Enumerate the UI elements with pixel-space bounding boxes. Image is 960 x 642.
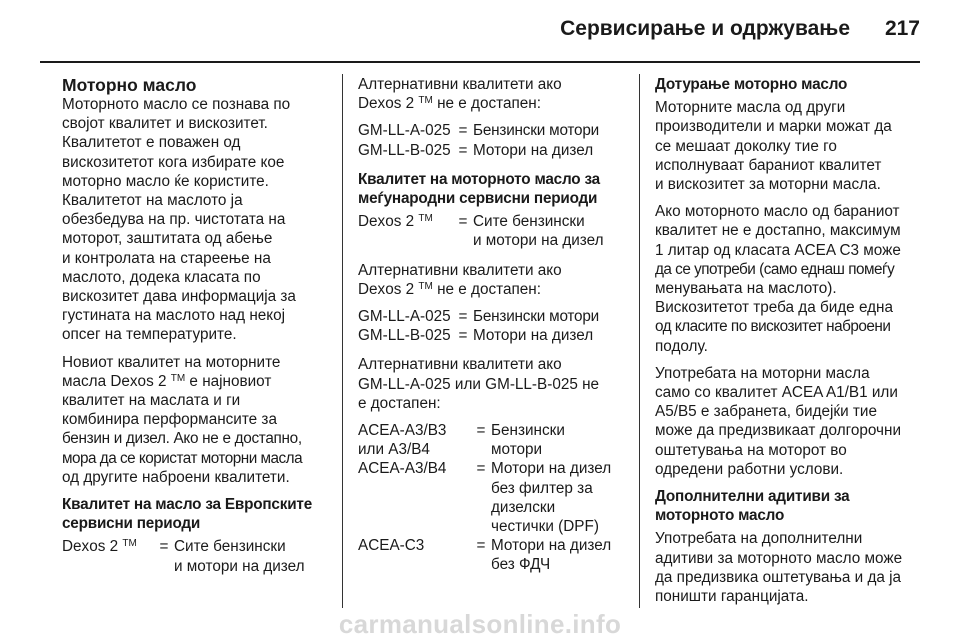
column-divider-1 (342, 74, 343, 608)
paragraph-acea-c3: Ако моторното масло од бараниот квалитет не е достапно, максимум 1 литар од класата ACEA C3 може да се употреби (само еднаш помеѓу менувањата на маслото). Вискозитетот треба да биде една од класите по вискозитет наброени подолу. (655, 203, 901, 355)
spec-row: GM-LL-A-025 = Бензински мотори (358, 122, 600, 140)
watermark: carmanualsonline.info (338, 609, 622, 639)
subheading-additives: Дополнителни адитиви за моторното масло (655, 488, 850, 525)
paragraph-alternatives-1: Алтернативни квалитети ако Dexos 2 ™ не е достапен: (358, 76, 562, 113)
spec-row: GM-LL-B-025 = Мотори на дизел (358, 141, 594, 159)
page-number: 217 (884, 17, 920, 40)
paragraph-dexos: Новиот квалитет на моторните масла Dexos 2 ™ е најновиот квалитет на маслата и ги комбинира перформансите за бензин и дизел. Ако не е достапно, мора да се користат моторни масла од другите наброени квалитети. (62, 353, 303, 486)
header-divider (40, 61, 920, 63)
paragraph-mixing: Моторните масла од други производители и марки можат да се мешаат доколку тие го исполнуваат бараниот квалитет и вискозитет за моторни масла. (655, 99, 892, 194)
page-header (0, 0, 960, 62)
spec-dexos-international: Dexos 2 ™ = Сите бензински и мотори на дизел (358, 213, 604, 250)
paragraph-quality: Моторното масло се познава по својот квалитет и вискозитет. Квалитетот е поважен од вискозитетот кога избирате кое моторно масло ќе користите. Квалитетот на маслото ја обезбедува на пр. чистотата на моторот, заштитата од абење и контролата на стареење на маслото, додека класата по вискозитет дава информација за густината на маслото над некој опсег на температурите. (62, 96, 296, 344)
spec-table-3 (358, 421, 633, 575)
column-1 (62, 75, 332, 576)
paragraph-alternatives-3: Алтернативни квалитети ако GM-LL-A-025 или GM-LL-B-025 не е достапен: (358, 356, 600, 412)
spec-row: GM-LL-B-025 = Мотори на дизел (358, 327, 594, 345)
spec-row: ACEA-A3/B4 = Мотори на дизел без филтер за дизелски честички (DPF) (358, 460, 612, 536)
spec-table-1 (358, 121, 633, 159)
column-3 (655, 75, 925, 614)
paragraph-prohibited: Употребата на моторни масла само со квалитет ACEA A1/B1 или A5/B5 е забранета, бидејќи тие може да предизвикаат долгорочни оштетувања на моторот во одредени работни услови. (655, 364, 902, 478)
paragraph-alternatives-2: Алтернативни квалитети ако Dexos 2 ™ не е достапен: (358, 261, 562, 298)
spec-row: ACEA-A3/B3 или A3/B4 = Бензински мотори (358, 422, 565, 459)
subheading-topping-up: Дотурање моторно масло (655, 76, 848, 93)
paragraph-additives: Употребата на дополнителни адитиви за моторното масло може да предизвика оштетувања и да ја поништи гаранцијата. (655, 530, 903, 606)
column-divider-2 (639, 74, 640, 608)
section-title: Сервисирање и одржување (560, 17, 850, 40)
spec-row: GM-LL-A-025 = Бензински мотори (358, 308, 600, 326)
heading-engine-oil: Моторно масло (62, 75, 197, 95)
column-2 (358, 75, 633, 575)
subheading-international: Квалитет на моторното масло за меѓународни сервисни периоди (358, 170, 600, 208)
spec-table-2 (358, 307, 633, 345)
subheading-european: Квалитет на масло за Европските сервисни периоди (62, 496, 313, 533)
spec-dexos-european: Dexos 2 ™ = Сите бензински и мотори на дизел (62, 538, 305, 575)
spec-row: ACEA-C3 = Мотори на дизел без ФДЧ (358, 537, 612, 574)
